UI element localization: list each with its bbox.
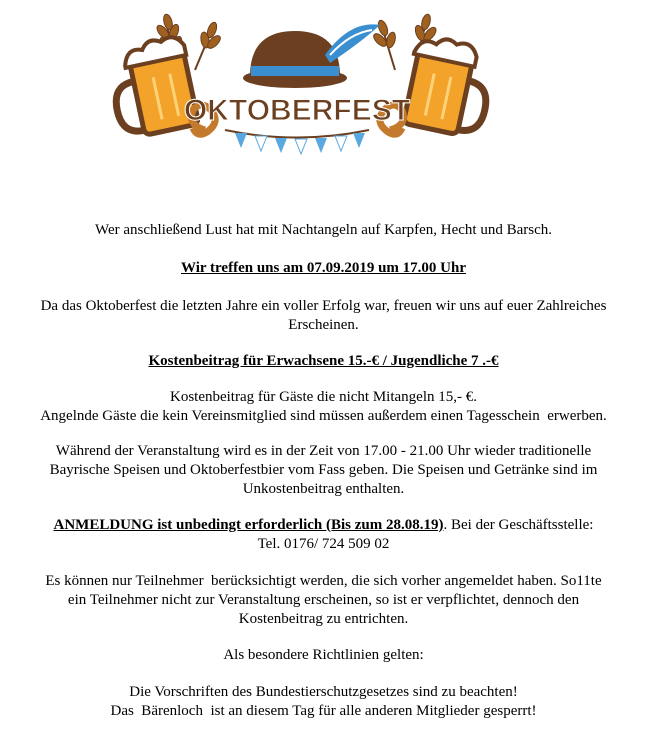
guest-fee-line-2: Angelnde Gäste die kein Vereinsmitglied sind müssen außerdem einen Tagesschein erwerben. [40, 408, 607, 424]
food-line-2: Bayrische Speisen und Oktoberfestbier vom Fass geben. Die Speisen und Getränke sind im [49, 462, 598, 478]
oktoberfest-logo [0, 0, 647, 200]
meeting-date [0, 259, 647, 278]
bunting-icon [225, 130, 369, 154]
participants-line-2: ein Teilnehmer nicht zur Veranstaltung erscheinen, so ist er verpflichtet, dennoch den [67, 592, 580, 608]
participants-line-3: Kostenbeitrag zu entrichten. [238, 611, 409, 627]
logo-wordmark: OKTOBERFEST [183, 94, 411, 127]
food-line-3: Unkostenbeitrag enthalten. [242, 481, 405, 497]
participants-paragraph [0, 572, 647, 629]
food-paragraph [0, 442, 647, 499]
guest-fee-paragraph [0, 388, 647, 426]
registration-required: ANMELDUNG ist unbedingt erforderlich (Bis zum 28.08.19) [53, 517, 444, 533]
fee-heading [0, 352, 647, 371]
success-line-1: Da das Oktoberfest die letzten Jahre ein voller Erfolg war, freuen wir uns auf euer Zahlreiches [40, 298, 607, 314]
success-paragraph [0, 297, 647, 335]
guest-fee-line-1: Kostenbeitrag für Gäste die nicht Mitangeln 15,- €. [169, 389, 477, 405]
registration-phone: Tel. 0176/ 724 509 02 [257, 536, 390, 552]
rules-line-2: Das Bärenloch ist an diesem Tag für alle anderen Mitglieder gesperrt! [110, 703, 537, 719]
success-line-2: Erscheinen. [288, 317, 359, 333]
rules-heading: Als besondere Richtlinien gelten: [223, 647, 424, 663]
registration-line-1 [0, 516, 647, 535]
registration-office: . Bei der Geschäftsstelle: [443, 517, 594, 533]
rules-paragraph [0, 683, 647, 721]
hat-icon [243, 24, 380, 88]
beer-mug-icon [399, 33, 497, 139]
meeting-date-text: Wir treffen uns am 07.09.2019 um 17.00 Uhr [181, 260, 466, 276]
registration-paragraph [0, 516, 647, 554]
intro-line: Wer anschließend Lust hat mit Nachtangeln auf Karpfen, Hecht und Barsch. [95, 222, 552, 238]
participants-line-1: Es können nur Teilnehmer berücksichtigt werden, die sich vorher angemeldet haben. So11te [45, 573, 602, 589]
fee-heading-text: Kostenbeitrag für Erwachsene 15.-€ / Jugendliche 7 .-€ [148, 353, 499, 369]
food-line-1: Während der Veranstaltung wird es in der Zeit von 17.00 - 21.00 Uhr wieder traditionelle [55, 443, 592, 459]
rules-line-1: Die Vorschriften des Bundestierschutzgesetzes sind zu beachten! [129, 684, 518, 700]
